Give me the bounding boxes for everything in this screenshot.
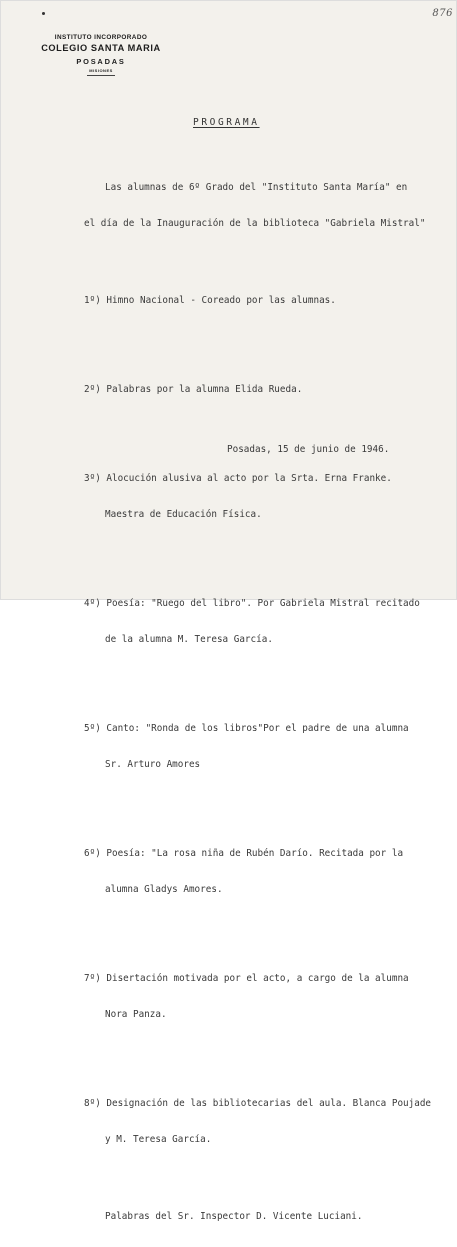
program-item-line: Nora Panza. <box>105 1009 167 1020</box>
letterhead-rule <box>87 75 115 76</box>
program-item <box>84 271 444 331</box>
closing-remarks: Palabras del Sr. Inspector D. Vicente Luciani. <box>105 1211 363 1222</box>
program-item-line: de la alumna M. Teresa García. <box>105 634 273 645</box>
program-item-line: 7º) Disertación motivada por el acto, a cargo de la alumna <box>84 973 409 984</box>
program-item <box>84 360 444 420</box>
program-item-line: Maestra de Educación Física. <box>105 509 262 520</box>
program-item-line: 1º) Himno Nacional - Coreado por las alumnas. <box>84 295 336 306</box>
letterhead-city: POSADAS <box>76 57 126 66</box>
place-and-date: Posadas, 15 de junio de 1946. <box>227 444 390 455</box>
program-item-line: alumna Gladys Amores. <box>105 884 223 895</box>
program-body <box>84 158 444 1247</box>
program-item-line: 8º) Designación de las bibliotecarias del aula. Blanca Poujade <box>84 1098 432 1109</box>
program-item-line: 3º) Alocución alusiva al acto por la Srta. Erna Franke. <box>84 473 392 484</box>
program-item-line: 6º) Poesía: "La rosa niña de Rubén Darío. Recitada por la <box>84 848 404 859</box>
program-item <box>84 949 444 1045</box>
program-item <box>84 449 444 545</box>
intro-line: Las alumnas de 6º Grado del "Instituto Santa María" en <box>105 182 408 193</box>
page-number: 876 <box>432 8 453 19</box>
ink-dot <box>42 12 45 15</box>
letterhead-province: MISIONES <box>89 68 113 73</box>
letterhead <box>26 34 176 76</box>
program-item-line: 4º) Poesía: "Ruego del libro". Por Gabriela Mistral recitado <box>84 598 420 609</box>
letterhead-school-name: COLEGIO SANTA MARIA <box>41 43 161 53</box>
program-item-line: y M. Teresa García. <box>105 1134 212 1145</box>
program-item <box>84 824 444 920</box>
program-item <box>84 574 444 670</box>
program-item <box>84 699 444 795</box>
letterhead-institute: INSTITUTO INCORPORADO <box>54 34 148 41</box>
program-item-line: 5º) Canto: "Ronda de los libros"Por el padre de una alumna <box>84 723 409 734</box>
program-item-line: Sr. Arturo Amores <box>105 759 201 770</box>
document-title: PROGRAMA <box>193 117 260 128</box>
program-item <box>84 1074 444 1170</box>
program-item-line: 2º) Palabras por la alumna Elida Rueda. <box>84 384 303 395</box>
intro-line: el día de la Inauguración de la biblioteca "Gabriela Mistral" <box>84 218 426 229</box>
